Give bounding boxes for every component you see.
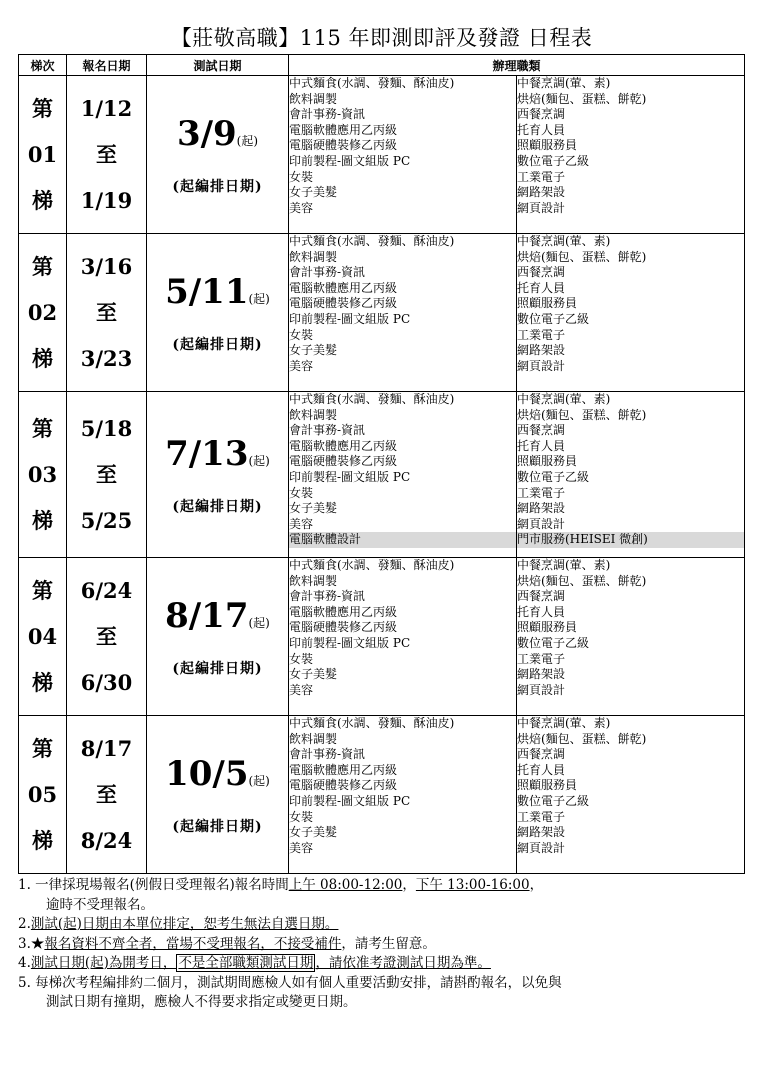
occupation-item: 中餐烹調(葷、素) [517, 716, 611, 730]
batch-label: 第 [32, 735, 53, 761]
occupation-item: 數位電子乙級 [517, 793, 590, 808]
register-date: 5/25 [80, 507, 133, 533]
occupation-item: 飲料調製 [289, 573, 338, 588]
occupation-item: 網頁設計 [517, 516, 566, 531]
test-date-cell [147, 392, 289, 558]
occupation-list-left [289, 392, 517, 558]
occupation-list-left [289, 558, 517, 716]
batch-label: 梯 [32, 669, 53, 695]
occupation-item: 中餐烹調(葷、素) [517, 76, 611, 90]
note-4: 4.測試日期(起)為開考日， 不是全部職類測試日期 ，請依准考證測試日期為準。 [18, 955, 491, 971]
batch-row [19, 558, 745, 716]
occupation-list-left [289, 234, 517, 392]
occupation-item: 烘焙(麵包、蛋糕、餅乾) [517, 573, 647, 588]
note-5-continued: 測試日期有撞期，應檢人不得要求指定或變更日期。 [46, 994, 357, 1010]
batch-label: 03 [27, 461, 58, 487]
occupation-item: 照顧服務員 [517, 296, 578, 311]
occupation-item: 工業電子 [517, 651, 566, 666]
note-2: 2.測試(起)日期由本單位排定，恕考生無法自選日期。 [18, 916, 339, 932]
register-date: 至 [96, 461, 117, 487]
occupation-item: 會計事務-資訊 [289, 589, 366, 604]
register-date: 3/23 [80, 345, 133, 371]
note-1: 1. 一律採現場報名(例假日受理報名)報名時間上午 08:00-12:00，下午 13:00-16:00， [18, 877, 544, 893]
occupation-item: 西餐烹調 [517, 265, 566, 280]
occupation-item: 網頁設計 [517, 682, 566, 697]
test-date-cell [147, 76, 289, 234]
occupation-item: 工業電子 [517, 485, 566, 500]
batch-cell [19, 392, 67, 558]
occupation-item: 女子美髮 [289, 343, 338, 358]
register-date: 1/12 [80, 95, 133, 121]
batch-label: 梯 [32, 507, 53, 533]
register-date: 1/19 [80, 187, 133, 213]
occupation-item: 工業電子 [517, 169, 566, 184]
page-title: 【莊敬高職】115 年即測即評及發證 日程表 [170, 26, 593, 50]
occupation-item: 美容 [289, 200, 314, 215]
occupation-item: 飲料調製 [289, 91, 338, 106]
test-date-suffix: (起) [248, 773, 270, 788]
batch-label: 第 [32, 253, 53, 279]
notes-section [18, 876, 748, 1013]
occupation-item: 西餐烹調 [517, 423, 566, 438]
test-date-suffix: (起) [248, 453, 270, 468]
occupation-list-right [517, 234, 745, 392]
occupation-item: 烘焙(麵包、蛋糕、餅乾) [517, 249, 647, 264]
test-date-note: (起編排日期) [172, 336, 263, 353]
occupation-item: 女子美髮 [289, 825, 338, 840]
batch-label: 梯 [32, 187, 53, 213]
register-date-cell [67, 392, 147, 558]
occupation-item: 中式麵食(水調、發麵、酥油皮) [289, 558, 455, 572]
occupation-item: 電腦軟體應用乙丙級 [289, 122, 398, 137]
occupation-item: 中式麵食(水調、發麵、酥油皮) [289, 76, 455, 90]
occupation-item: 電腦軟體設計 [289, 532, 516, 548]
occupation-item: 印前製程-圖文組版 PC [289, 469, 411, 484]
occupation-item: 女裝 [289, 651, 314, 666]
occupation-item: 中餐烹調(葷、素) [517, 392, 611, 406]
batch-label: 第 [32, 95, 53, 121]
occupation-item: 數位電子乙級 [517, 635, 590, 650]
occupation-item: 烘焙(麵包、蛋糕、餅乾) [517, 91, 647, 106]
occupation-item: 中式麵食(水調、發麵、酥油皮) [289, 234, 455, 248]
note-5: 5. 每梯次考程編排約二個月，測試期間應檢人如有個人重要活動安排，請斟酌報名，以免與 [18, 974, 562, 991]
occupation-item: 電腦軟體應用乙丙級 [289, 280, 398, 295]
occupation-item: 中餐烹調(葷、素) [517, 234, 611, 248]
occupation-item: 網路架設 [517, 501, 566, 516]
batch-label: 04 [27, 623, 58, 649]
batch-cell [19, 76, 67, 234]
batch-label: 05 [27, 781, 58, 807]
occupation-item: 美容 [289, 840, 314, 855]
register-date: 至 [96, 141, 117, 167]
occupation-item: 印前製程-圖文組版 PC [289, 793, 411, 808]
occupation-item: 會計事務-資訊 [289, 265, 366, 280]
occupation-item: 照顧服務員 [517, 138, 578, 153]
occupation-item: 電腦硬體裝修乙丙級 [289, 454, 398, 469]
occupation-item: 數位電子乙級 [517, 153, 590, 168]
batch-label: 02 [27, 299, 58, 325]
header-test-date: 測試日期 [147, 55, 289, 76]
occupation-item: 女子美髮 [289, 185, 338, 200]
batch-row [19, 76, 745, 234]
occupation-item: 烘焙(麵包、蛋糕、餅乾) [517, 407, 647, 422]
test-date-note: (起編排日期) [172, 660, 263, 677]
register-date: 3/16 [80, 253, 133, 279]
occupation-item: 西餐烹調 [517, 589, 566, 604]
occupation-item: 女裝 [289, 485, 314, 500]
register-date-cell [67, 558, 147, 716]
register-date: 至 [96, 781, 117, 807]
header-register-date: 報名日期 [67, 55, 147, 76]
batch-label: 01 [27, 141, 58, 167]
occupation-item: 網路架設 [517, 343, 566, 358]
register-date: 至 [96, 299, 117, 325]
occupation-item: 托育人員 [517, 438, 566, 453]
note-3: 3.★報名資料不齊全者，當場不受理報名，不接受補件，請考生留意。 [18, 935, 436, 952]
occupation-item: 飲料調製 [289, 249, 338, 264]
occupation-item: 數位電子乙級 [517, 311, 590, 326]
register-date-cell [67, 234, 147, 392]
test-date-note: (起編排日期) [172, 818, 263, 835]
test-date-note: (起編排日期) [172, 178, 263, 195]
occupation-item: 照顧服務員 [517, 778, 578, 793]
occupation-list-left [289, 76, 517, 234]
occupation-list-right [517, 558, 745, 716]
test-date: 3/9 [176, 113, 237, 154]
occupation-item: 女子美髮 [289, 667, 338, 682]
occupation-item: 托育人員 [517, 280, 566, 295]
batch-label: 第 [32, 415, 53, 441]
register-date-cell [67, 716, 147, 874]
occupation-item: 工業電子 [517, 809, 566, 824]
occupation-item: 烘焙(麵包、蛋糕、餅乾) [517, 731, 647, 746]
note-1-continued: 逾時不受理報名。 [46, 896, 154, 913]
occupation-item: 電腦硬體裝修乙丙級 [289, 138, 398, 153]
occupation-item: 會計事務-資訊 [289, 423, 366, 438]
occupation-item: 網路架設 [517, 825, 566, 840]
occupation-item: 電腦軟體應用乙丙級 [289, 438, 398, 453]
occupation-item: 工業電子 [517, 327, 566, 342]
register-date: 至 [96, 623, 117, 649]
occupation-item: 西餐烹調 [517, 747, 566, 762]
occupation-item: 電腦硬體裝修乙丙級 [289, 620, 398, 635]
occupation-item: 女裝 [289, 327, 314, 342]
occupation-item: 網頁設計 [517, 200, 566, 215]
batch-cell [19, 558, 67, 716]
occupation-item: 電腦硬體裝修乙丙級 [289, 296, 398, 311]
occupation-item: 中式麵食(水調、發麵、酥油皮) [289, 392, 455, 406]
occupation-item: 電腦硬體裝修乙丙級 [289, 778, 398, 793]
occupation-item: 美容 [289, 516, 314, 531]
occupation-item: 網路架設 [517, 667, 566, 682]
occupation-item: 數位電子乙級 [517, 469, 590, 484]
occupation-list-right [517, 392, 745, 558]
occupation-item: 電腦軟體應用乙丙級 [289, 604, 398, 619]
schedule-table [18, 54, 745, 874]
test-date-cell [147, 716, 289, 874]
occupation-list-left [289, 716, 517, 874]
register-date: 8/24 [80, 827, 133, 853]
occupation-item: 印前製程-圖文組版 PC [289, 153, 411, 168]
register-date: 5/18 [80, 415, 133, 441]
header-occupations: 辦理職類 [289, 55, 745, 76]
test-date-note: (起編排日期) [172, 498, 263, 515]
occupation-item: 會計事務-資訊 [289, 107, 366, 122]
occupation-item: 網路架設 [517, 185, 566, 200]
test-date: 7/13 [165, 433, 249, 474]
occupation-item: 女子美髮 [289, 501, 338, 516]
occupation-item: 網頁設計 [517, 840, 566, 855]
occupation-item: 托育人員 [517, 122, 566, 137]
test-date-suffix: (起) [236, 133, 259, 148]
occupation-item: 照顧服務員 [517, 620, 578, 635]
test-date-cell [147, 234, 289, 392]
test-date-cell [147, 558, 289, 716]
batch-row [19, 716, 745, 874]
occupation-item: 飲料調製 [289, 407, 338, 422]
occupation-item: 照顧服務員 [517, 454, 578, 469]
batch-row [19, 234, 745, 392]
occupation-item: 美容 [289, 358, 314, 373]
table-header-row [19, 55, 745, 76]
occupation-item: 女裝 [289, 169, 314, 184]
occupation-item: 網頁設計 [517, 358, 566, 373]
occupation-item: 中式麵食(水調、發麵、酥油皮) [289, 716, 455, 730]
header-batch: 梯次 [19, 55, 67, 76]
batch-label: 梯 [32, 827, 53, 853]
test-date: 8/17 [165, 595, 249, 636]
occupation-item: 托育人員 [517, 762, 566, 777]
occupation-item: 會計事務-資訊 [289, 747, 366, 762]
occupation-item: 門市服務(HEISEI 微創) [517, 532, 744, 548]
test-date-suffix: (起) [248, 291, 270, 306]
occupation-item: 女裝 [289, 809, 314, 824]
register-date: 6/24 [80, 577, 133, 603]
occupation-item: 美容 [289, 682, 314, 697]
register-date: 6/30 [80, 669, 133, 695]
register-date-cell [67, 76, 147, 234]
batch-cell [19, 716, 67, 874]
batch-label: 梯 [32, 345, 53, 371]
test-date: 10/5 [165, 753, 249, 794]
batch-label: 第 [32, 577, 53, 603]
occupation-item: 飲料調製 [289, 731, 338, 746]
batch-cell [19, 234, 67, 392]
batch-row [19, 392, 745, 558]
occupation-item: 印前製程-圖文組版 PC [289, 635, 411, 650]
occupation-item: 電腦軟體應用乙丙級 [289, 762, 398, 777]
test-date-suffix: (起) [248, 615, 270, 630]
register-date: 8/17 [80, 735, 133, 761]
occupation-item: 托育人員 [517, 604, 566, 619]
occupation-item: 中餐烹調(葷、素) [517, 558, 611, 572]
occupation-item: 西餐烹調 [517, 107, 566, 122]
occupation-list-right [517, 76, 745, 234]
test-date: 5/11 [165, 271, 249, 312]
occupation-list-right [517, 716, 745, 874]
occupation-item: 印前製程-圖文組版 PC [289, 311, 411, 326]
